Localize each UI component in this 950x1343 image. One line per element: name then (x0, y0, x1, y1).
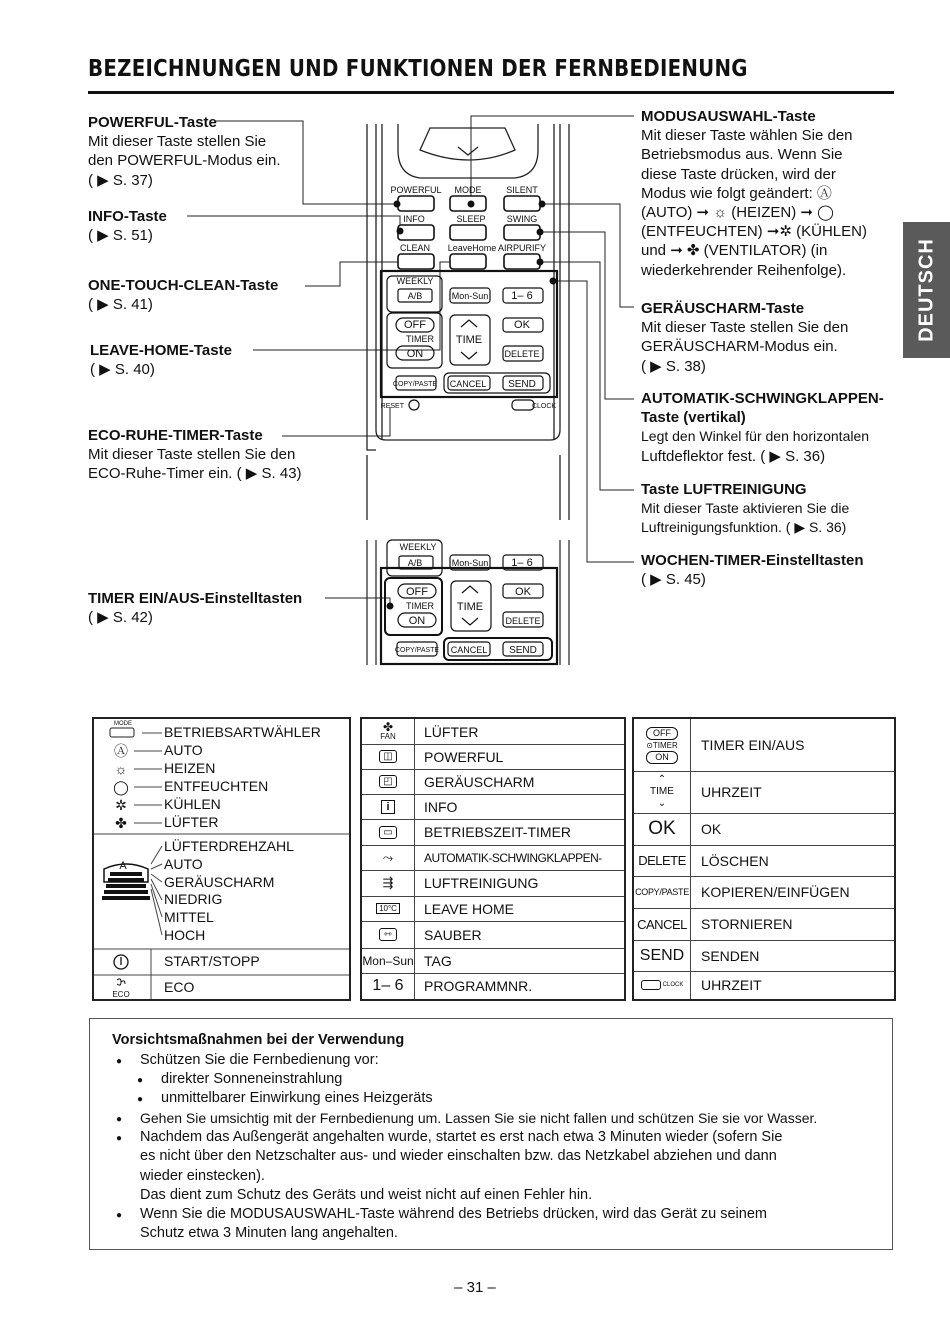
clean-button[interactable] (398, 254, 434, 269)
label-eco-desc2: ECO-Ruhe-Timer ein. ( ▶ S. 43) (88, 465, 302, 483)
label-info-ref: ( ▶ S. 51) (88, 227, 153, 245)
monsun-icon: Mon–Sun (362, 948, 415, 973)
ok-icon: OK (634, 813, 691, 845)
table-row (634, 813, 894, 846)
btn-label-info: INFO (403, 214, 425, 224)
ok-label-2: OK (515, 586, 531, 598)
time-label: TIME (455, 334, 483, 346)
precaution-subitem: ● unmittelbarer Einwirkung eines Heizgeräts (161, 1089, 433, 1108)
eco-text: ECO (164, 979, 195, 995)
copypaste-label: COPY/PASTE (392, 381, 438, 388)
program-number-icon: 1– 6 (362, 973, 415, 999)
start-stop-text: START/STOPP (164, 953, 260, 969)
monsun-label: Mon-Sun (451, 291, 489, 301)
swing-icon: ⤳ (362, 845, 415, 870)
eco-leaf-icon (117, 979, 125, 985)
label-leavehome-name: LEAVE-HOME-Taste (90, 342, 232, 359)
precaution-item (140, 1128, 782, 1205)
clock-icon: CLOCK (634, 971, 691, 999)
label-powerful-desc2: den POWERFUL-Modus ein. (88, 152, 281, 170)
send-icon: SEND (634, 940, 691, 971)
row-text: LEAVE HOME (424, 900, 514, 917)
ab-label-2: A/B (407, 558, 423, 568)
precaution-line: Nachdem das Außengerät angehalten wurde, startet es erst nach etwa 3 Minuten wieder (sofern Sie (140, 1129, 783, 1145)
precaution-subitem: ● direkter Sonneneinstrahlung (161, 1070, 342, 1089)
send-label: SEND (508, 379, 536, 390)
air-purify-icon: ⇶ (362, 870, 415, 896)
table-row (634, 971, 894, 999)
precaution-item: ● Schützen Sie die Fernbedienung vor: (140, 1051, 379, 1070)
table-row (362, 819, 624, 846)
label-swing-name2: Taste (vertikal) (641, 409, 746, 427)
label-weekly-ref: ( ▶ S. 45) (641, 571, 706, 589)
callout-dot-swing (537, 229, 544, 236)
label-leavehome-ref: ( ▶ S. 40) (90, 361, 155, 379)
fan-speed-item: MITTEL (164, 909, 214, 926)
label-weekly-name: WOCHEN-TIMER-Einstelltasten (641, 552, 864, 569)
page-number: – 31 – (454, 1279, 496, 1296)
timer-panel-top (381, 271, 557, 410)
timer-label: TIMER (406, 334, 434, 344)
weekly-label: WEEKLY (396, 276, 434, 286)
row-text: STORNIEREN (701, 916, 793, 932)
label-silent-ref: ( ▶ S. 38) (641, 357, 706, 375)
fan-auto-letter: A (119, 860, 127, 872)
table-row (362, 744, 624, 770)
silent-icon: ◰ (362, 769, 415, 794)
row-text: UHRZEIT (701, 977, 762, 993)
row-text: POWERFUL (424, 748, 504, 765)
table-row (634, 908, 894, 941)
timer-onoff-icon: OFF ⊙TIMER ON (634, 719, 691, 771)
btn-label-silent: SILENT (506, 185, 538, 195)
ab-label: A/B (407, 291, 423, 301)
leavehome-button[interactable] (450, 254, 486, 269)
table-row (634, 719, 894, 772)
sleep-button[interactable] (450, 225, 486, 240)
fan-speed-item: LÜFTERDREHZAHL (164, 838, 294, 854)
fan-speed-item: HOCH (164, 926, 206, 943)
label-air-desc1: Mit dieser Taste aktivieren Sie die (641, 500, 850, 517)
precaution-line: es nicht über den Netzschalter aus- und wieder einschalten bzw. das Netzkabel abziehen und dann (140, 1148, 777, 1165)
btn-label-airpurify: AIRPURIFY (497, 243, 547, 253)
table-row (362, 896, 624, 922)
off-label-2: OFF (406, 586, 428, 598)
callout-dot-timer (387, 603, 394, 610)
cancel-label: CANCEL (449, 379, 487, 389)
label-mode-desc2: Betriebsmodus aus. Wenn Sie (641, 146, 843, 164)
row-text: LÖSCHEN (701, 852, 769, 869)
row-text: TAG (424, 952, 452, 969)
info-icon: i (362, 794, 415, 819)
airpurify-button[interactable] (504, 254, 540, 269)
label-mode-desc4: Modus wie folgt geändert: Ⓐ (641, 184, 832, 202)
fan-speed-item: GERÄUSCHARM (164, 873, 275, 890)
fan-speed-item: NIEDRIG (164, 891, 223, 908)
table-row (362, 948, 624, 974)
on-label: ON (406, 348, 424, 360)
precaution-item (140, 1205, 767, 1244)
time-label-2: TIME (456, 601, 484, 613)
label-air-name: Taste LUFTREINIGUNG (641, 481, 807, 498)
sleep-timer-icon: ▭ (362, 819, 415, 845)
mode-item: ENTFEUCHTEN (164, 778, 269, 794)
row-text: OK (701, 821, 722, 837)
mode-item: KÜHLEN (164, 796, 221, 812)
label-silent-name: GERÄUSCHARM-Taste (641, 300, 805, 317)
language-tab-label: DEUTSCH (915, 238, 937, 342)
cancel-icon: CANCEL (634, 908, 691, 940)
clock-label: CLOCK (531, 403, 557, 410)
mode-item: AUTO (164, 742, 203, 758)
callout-dot-weekly (550, 278, 557, 285)
precaution-line: Wenn Sie die MODUSAUSWAHL-Taste während des Betriebs drücken, wird das Gerät zu seinem (140, 1206, 767, 1222)
mode-icon-label: MODE (114, 721, 132, 727)
btn-label-swing: SWING (506, 214, 538, 224)
table-row (634, 940, 894, 972)
timer-panel-bottom (367, 540, 569, 665)
mode-list (164, 723, 321, 831)
clean-icon: ⇿ (362, 921, 415, 948)
row-text: SAUBER (424, 926, 482, 943)
powerful-button[interactable] (398, 196, 434, 211)
icon-table-functions (360, 717, 626, 1001)
label-swing-desc1: Legt den Winkel für den horizontalen (641, 428, 870, 445)
label-eco-desc1: Mit dieser Taste stellen Sie den (88, 446, 296, 464)
label-mode-desc8: wiederkehrender Reihenfolge). (641, 261, 847, 279)
auto-mode-icon: Ⓐ (114, 743, 128, 759)
btn-label-mode: MODE (454, 185, 482, 195)
weekly-label-2: WEEKLY (399, 542, 437, 552)
reset-button[interactable] (409, 400, 419, 410)
btn-label-clean: CLEAN (399, 243, 431, 253)
fan-speed-list (164, 838, 294, 945)
heat-mode-icon: ☼ (114, 761, 128, 777)
label-mode-desc5: (AUTO) ➞ ☼ (HEIZEN) ➞ ◯ (641, 204, 834, 222)
mode-item: LÜFTER (164, 814, 219, 830)
info-button[interactable] (398, 225, 434, 240)
cool-mode-icon: ✲ (115, 797, 127, 813)
mode-item: HEIZEN (164, 760, 216, 776)
label-air-desc2: Luftreinigungsfunktion. ( ▶ S. 36) (641, 519, 847, 536)
label-powerful-desc1: Mit dieser Taste stellen Sie (88, 133, 267, 151)
copypaste-icon: COPY/PASTE (634, 876, 691, 908)
label-silent-desc2: GERÄUSCHARM-Modus ein. (641, 338, 838, 356)
row-text: KOPIEREN/EINFÜGEN (701, 884, 850, 900)
time-icon: ⌃ TIME ⌄ (634, 771, 691, 813)
precautions-box (89, 1018, 893, 1250)
label-swing-name1: AUTOMATIK-SCHWINGKLAPPEN- (641, 390, 884, 407)
table-row (362, 719, 624, 745)
delete-icon: DELETE (634, 845, 691, 876)
label-mode-desc7: und ➞ ✤ (VENTILATOR) (in (641, 242, 828, 260)
row-text: LUFTREINIGUNG (424, 875, 539, 891)
table-row (362, 870, 624, 897)
precautions-heading: Vorsichtsmaßnahmen bei der Verwendung (112, 1032, 405, 1048)
dry-mode-icon: ◯ (113, 779, 129, 795)
label-mode-desc6: (ENTFEUCHTEN) ➞✲ (KÜHLEN) (641, 223, 867, 241)
icon-table-timer (632, 717, 896, 1001)
fan-icon: ✤ FAN (362, 719, 415, 744)
label-powerful-name: POWERFUL-Taste (88, 114, 217, 131)
copypaste-label-2: COPY/PASTE (394, 647, 440, 654)
delete-label-2: DELETE (505, 616, 541, 626)
send-label-2: SEND (509, 645, 537, 656)
label-eco-name: ECO-RUHE-TIMER-Taste (88, 427, 263, 444)
label-mode-desc1: Mit dieser Taste wählen Sie den (641, 127, 853, 145)
page-title: BEZEICHNUNGEN UND FUNKTIONEN DER FERNBEDIENUNG (88, 56, 748, 82)
table-row (634, 771, 894, 814)
row-text: PROGRAMMNR. (424, 978, 533, 994)
btn-label-sleep: SLEEP (456, 214, 486, 224)
mode-item: BETRIEBSARTWÄHLER (164, 724, 321, 740)
on-label-2: ON (408, 615, 426, 627)
label-info-name: INFO-Taste (88, 208, 167, 225)
table-row (362, 769, 624, 795)
table-row (362, 794, 624, 820)
ok-label: OK (514, 319, 530, 331)
leave-home-icon: 10°C (362, 896, 415, 921)
label-powerful-ref: ( ▶ S. 37) (88, 171, 153, 189)
label-timer-ref: ( ▶ S. 42) (88, 609, 153, 627)
fan-speed-icon (102, 860, 150, 900)
row-text: GERÄUSCHARM (424, 773, 535, 790)
row-text: INFO (424, 798, 458, 815)
delete-label: DELETE (504, 349, 540, 359)
swing-button[interactable] (504, 225, 540, 240)
callout-dot-silent (539, 201, 546, 208)
row-text: AUTOMATIK-SCHWINGKLAPPEN- (424, 850, 602, 865)
label-clean-ref: ( ▶ S. 41) (88, 296, 153, 314)
row-text: SENDEN (701, 947, 760, 964)
eco-icon-label: ECO (112, 990, 130, 999)
reset-label: RESET (380, 403, 404, 410)
row-text: LÜFTER (424, 723, 479, 740)
silent-button[interactable] (504, 196, 540, 211)
callout-dot-info (397, 228, 404, 235)
label-mode-name: MODUSAUSWAHL-Taste (641, 108, 816, 125)
table-row (362, 973, 624, 999)
callout-dot-mode (468, 201, 475, 208)
row-text: BETRIEBSZEIT-TIMER (424, 824, 572, 840)
label-silent-desc1: Mit dieser Taste stellen Sie den (641, 319, 849, 337)
off-label: OFF (404, 319, 426, 331)
mode-button-icon (110, 728, 134, 737)
btn-label-powerful: POWERFUL (390, 185, 442, 195)
onesix-label-2: 1– 6 (511, 557, 533, 569)
callout-dot-air (537, 259, 544, 266)
table-row (634, 845, 894, 877)
label-timer-name: TIMER EIN/AUS-Einstelltasten (88, 590, 303, 607)
fan-speed-item: AUTO (164, 855, 203, 872)
cancel-label-2: CANCEL (450, 645, 488, 655)
table-row (362, 921, 624, 949)
row-text: UHRZEIT (701, 784, 762, 800)
label-swing-desc2: Luftdeflektor fest. ( ▶ S. 36) (641, 447, 826, 465)
btn-label-leavehome: LeaveHome (447, 243, 497, 253)
label-mode-desc3: diese Taste drücken, wird der (641, 165, 836, 183)
icon-table-modes (92, 717, 351, 1001)
monsun-label-2: Mon-Sun (451, 558, 489, 568)
clock-button[interactable] (512, 400, 534, 410)
precaution-line: Das dient zum Schutz des Geräts und weist nicht auf einen Fehler hin. (140, 1186, 593, 1203)
precaution-line: wieder einstecken). (140, 1167, 265, 1184)
precaution-line: Schutz etwa 3 Minuten lang angehalten. (140, 1225, 398, 1242)
callout-dot-powerful (394, 201, 401, 208)
fan-mode-icon: ✤ (115, 815, 127, 831)
onesix-label: 1– 6 (511, 290, 533, 302)
powerful-icon: ◫ (362, 744, 415, 769)
label-clean-name: ONE-TOUCH-CLEAN-Taste (88, 277, 279, 294)
row-text: TIMER EIN/AUS (701, 737, 805, 753)
table-row (634, 876, 894, 909)
table-row (362, 845, 624, 871)
timer-label-2: TIMER (406, 601, 434, 611)
precaution-item: ● Gehen Sie umsichtig mit der Fernbedienung um. Lassen Sie sie nicht fallen und schützen Sie sie vor Wasser. (140, 1109, 817, 1128)
